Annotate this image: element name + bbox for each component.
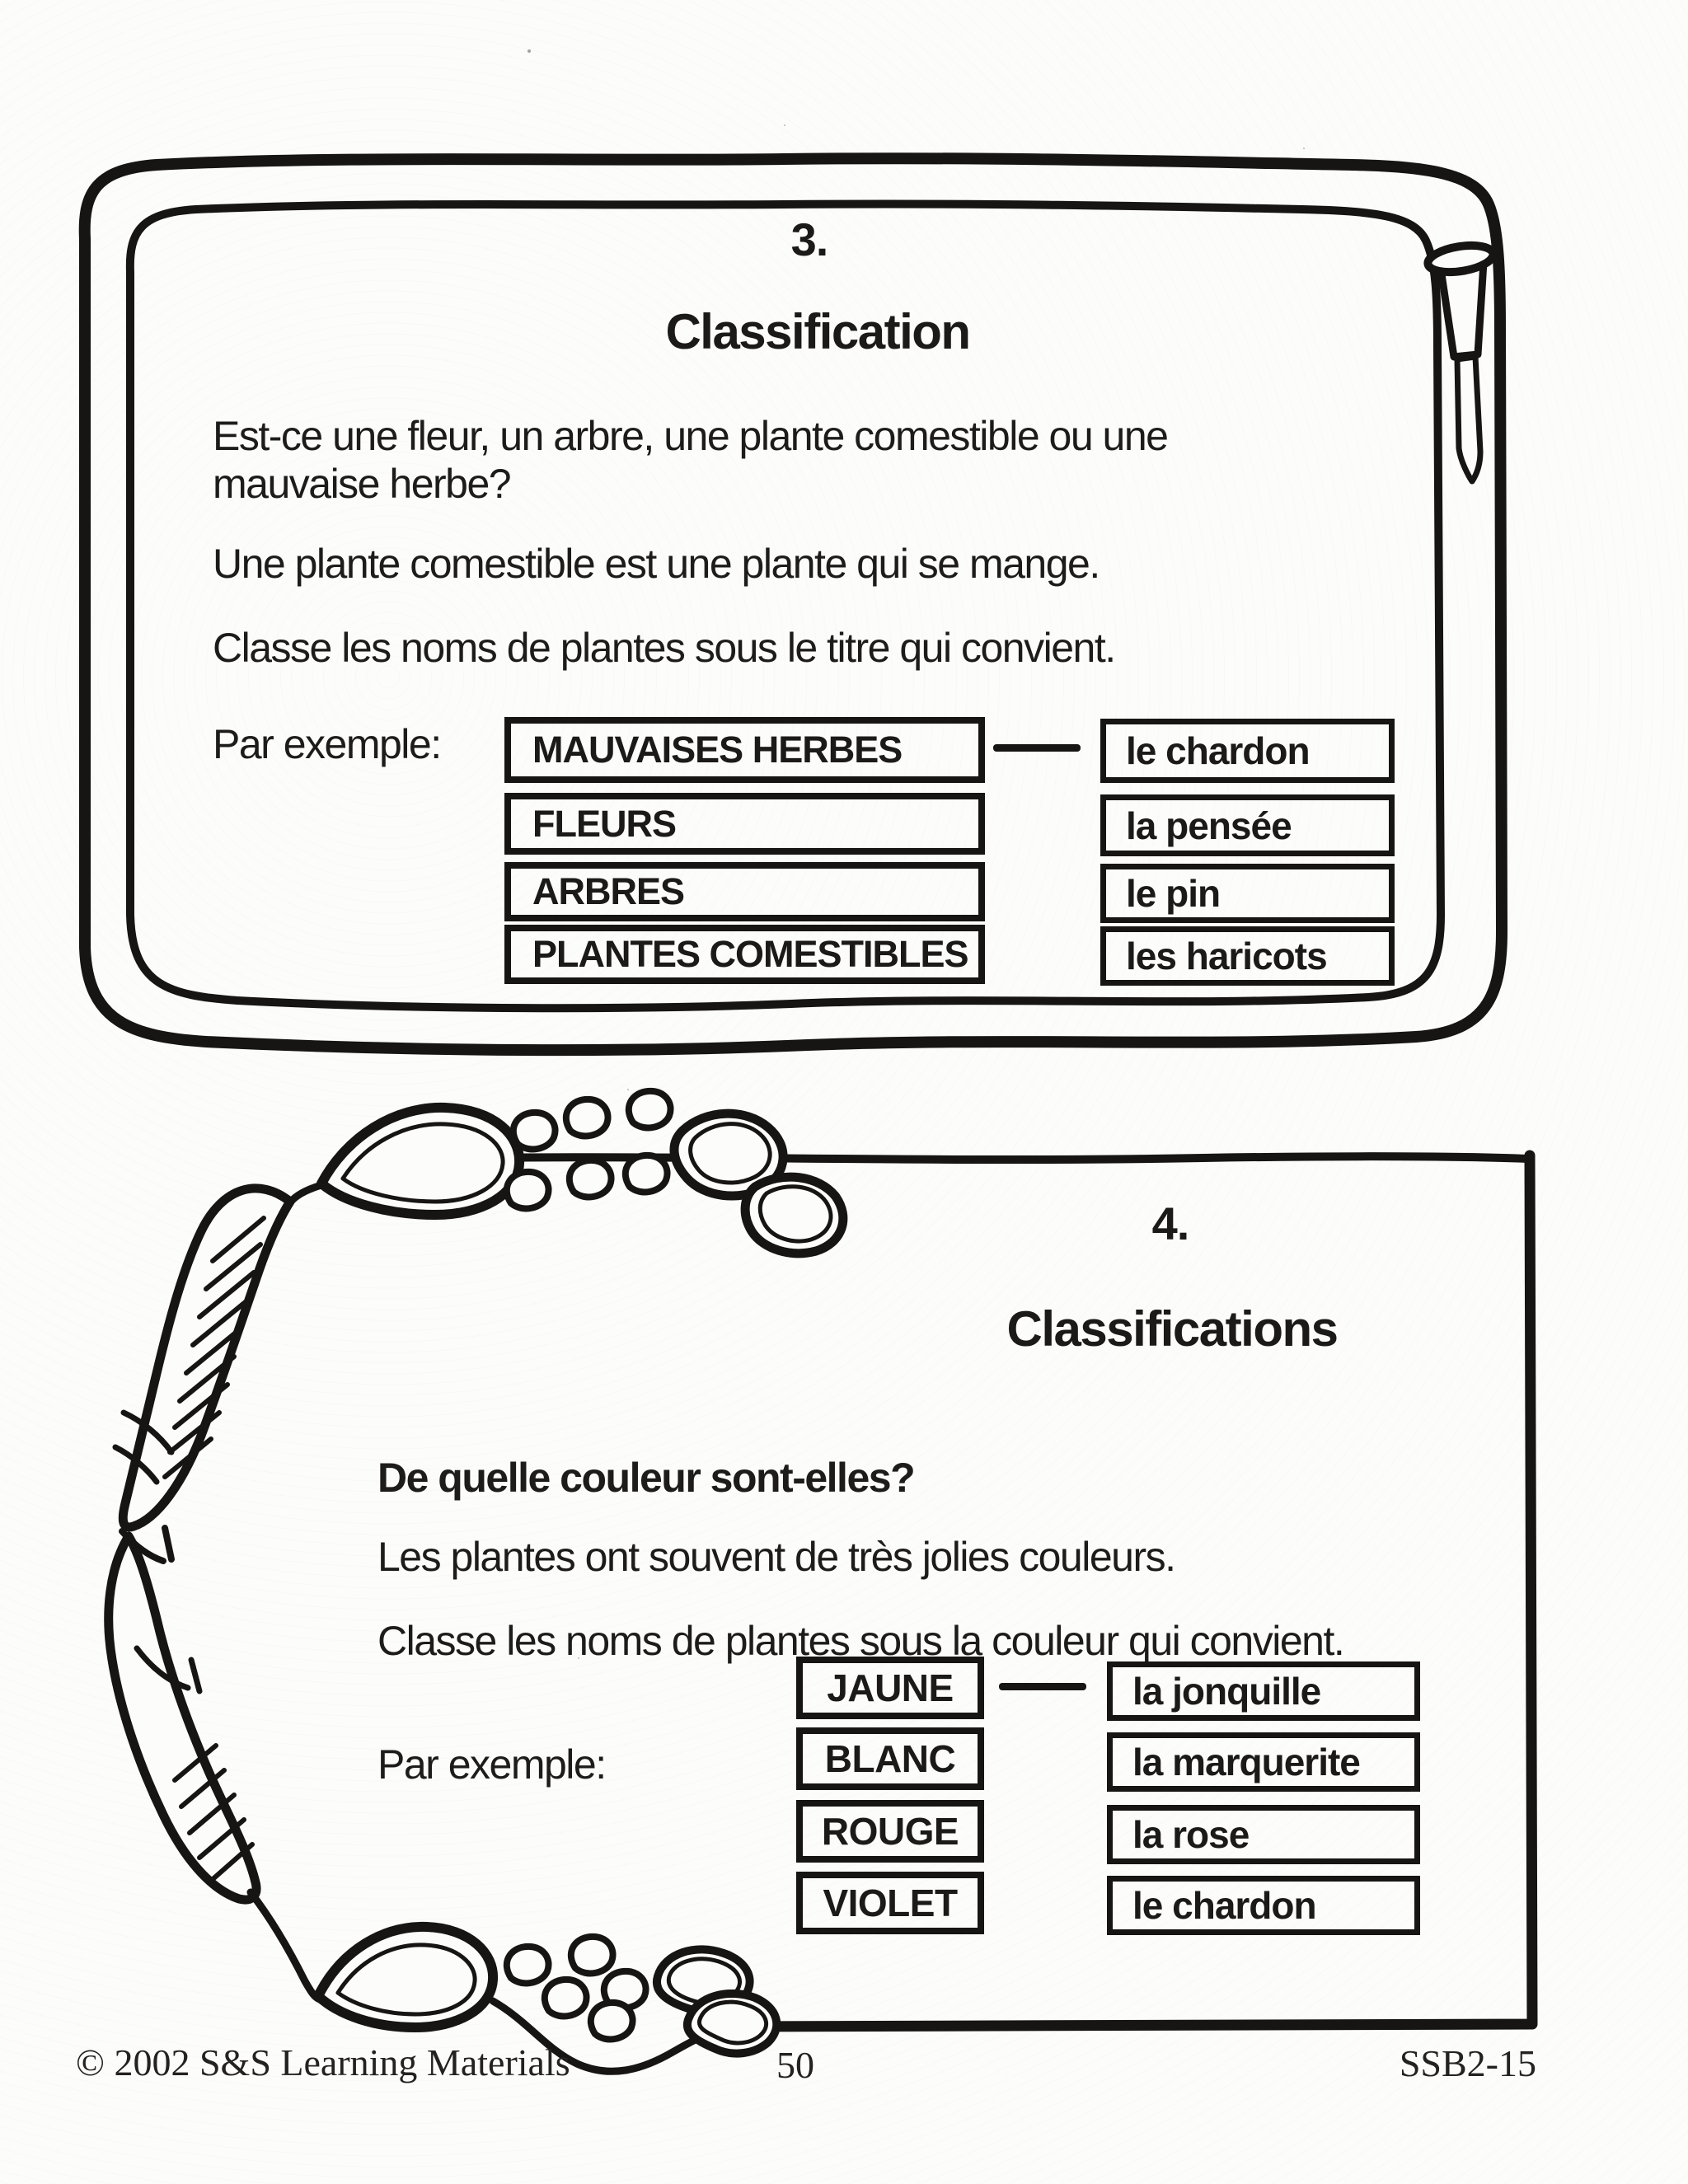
section4-number: 4.: [1151, 1197, 1189, 1249]
example-box: [1100, 719, 1395, 783]
footer-page-number: 50: [776, 2044, 814, 2086]
color-label: JAUNE: [827, 1666, 954, 1709]
example-box: [1100, 926, 1395, 986]
color-box: [796, 1727, 984, 1790]
category-label: PLANTES COMESTIBLES: [532, 933, 968, 975]
match-line: [999, 1683, 1086, 1690]
example-box: [1107, 1661, 1420, 1721]
section3-sentence2: Classe les noms de plantes sous le titre qui convient.: [213, 625, 1115, 671]
category-label: FLEURS: [532, 802, 676, 845]
category-label: MAUVAISES HERBES: [532, 729, 903, 771]
color-label: VIOLET: [823, 1882, 958, 1924]
section4-title: Classifications: [1006, 1301, 1338, 1357]
example-label: la rose: [1132, 1813, 1250, 1856]
section3-sentence1: Une plante comestible est une plante qui se mange.: [213, 541, 1100, 587]
section4-example-label: Par exemple:: [377, 1741, 606, 1788]
example-label: le chardon: [1126, 729, 1310, 772]
category-box: [504, 862, 985, 921]
section4-sentence1: Les plantes ont souvent de très jolies couleurs.: [377, 1534, 1175, 1580]
color-box: [796, 1800, 984, 1863]
category-box: [504, 717, 985, 783]
section3-number: 3.: [790, 213, 828, 265]
example-label: le pin: [1126, 872, 1221, 915]
section3-title: Classification: [665, 304, 970, 359]
scan-specks: [528, 49, 531, 53]
section3-example-label: Par exemple:: [213, 721, 441, 767]
color-box: [796, 1872, 984, 1934]
example-label: la jonquille: [1132, 1670, 1321, 1713]
section3-question: Est-ce une fleur, un arbre, une plante comestible ou une mauvaise herbe?: [213, 413, 1168, 507]
category-label: ARBRES: [532, 870, 685, 912]
section4-heading: De quelle couleur sont-elles?: [377, 1455, 915, 1501]
category-box: [504, 793, 985, 855]
example-label: les haricots: [1126, 935, 1327, 977]
example-box: [1107, 1876, 1420, 1935]
section4-sentence2: Classe les noms de plantes sous la couleur qui convient.: [377, 1618, 1344, 1664]
example-box: [1100, 864, 1395, 923]
category-box: [504, 925, 985, 984]
color-label: ROUGE: [821, 1810, 959, 1853]
example-box: [1107, 1805, 1420, 1864]
match-line: [993, 744, 1081, 752]
example-label: la marquerite: [1132, 1741, 1360, 1783]
example-box: [1107, 1732, 1420, 1792]
footer-copyright: © 2002 S&S Learning Materials: [76, 2041, 570, 2083]
example-label: la pensée: [1126, 804, 1292, 847]
color-box: [796, 1657, 984, 1719]
color-label: BLANC: [824, 1737, 956, 1780]
footer-code: SSB2-15: [1399, 2042, 1536, 2084]
example-box: [1100, 794, 1395, 856]
example-label: le chardon: [1132, 1884, 1316, 1927]
